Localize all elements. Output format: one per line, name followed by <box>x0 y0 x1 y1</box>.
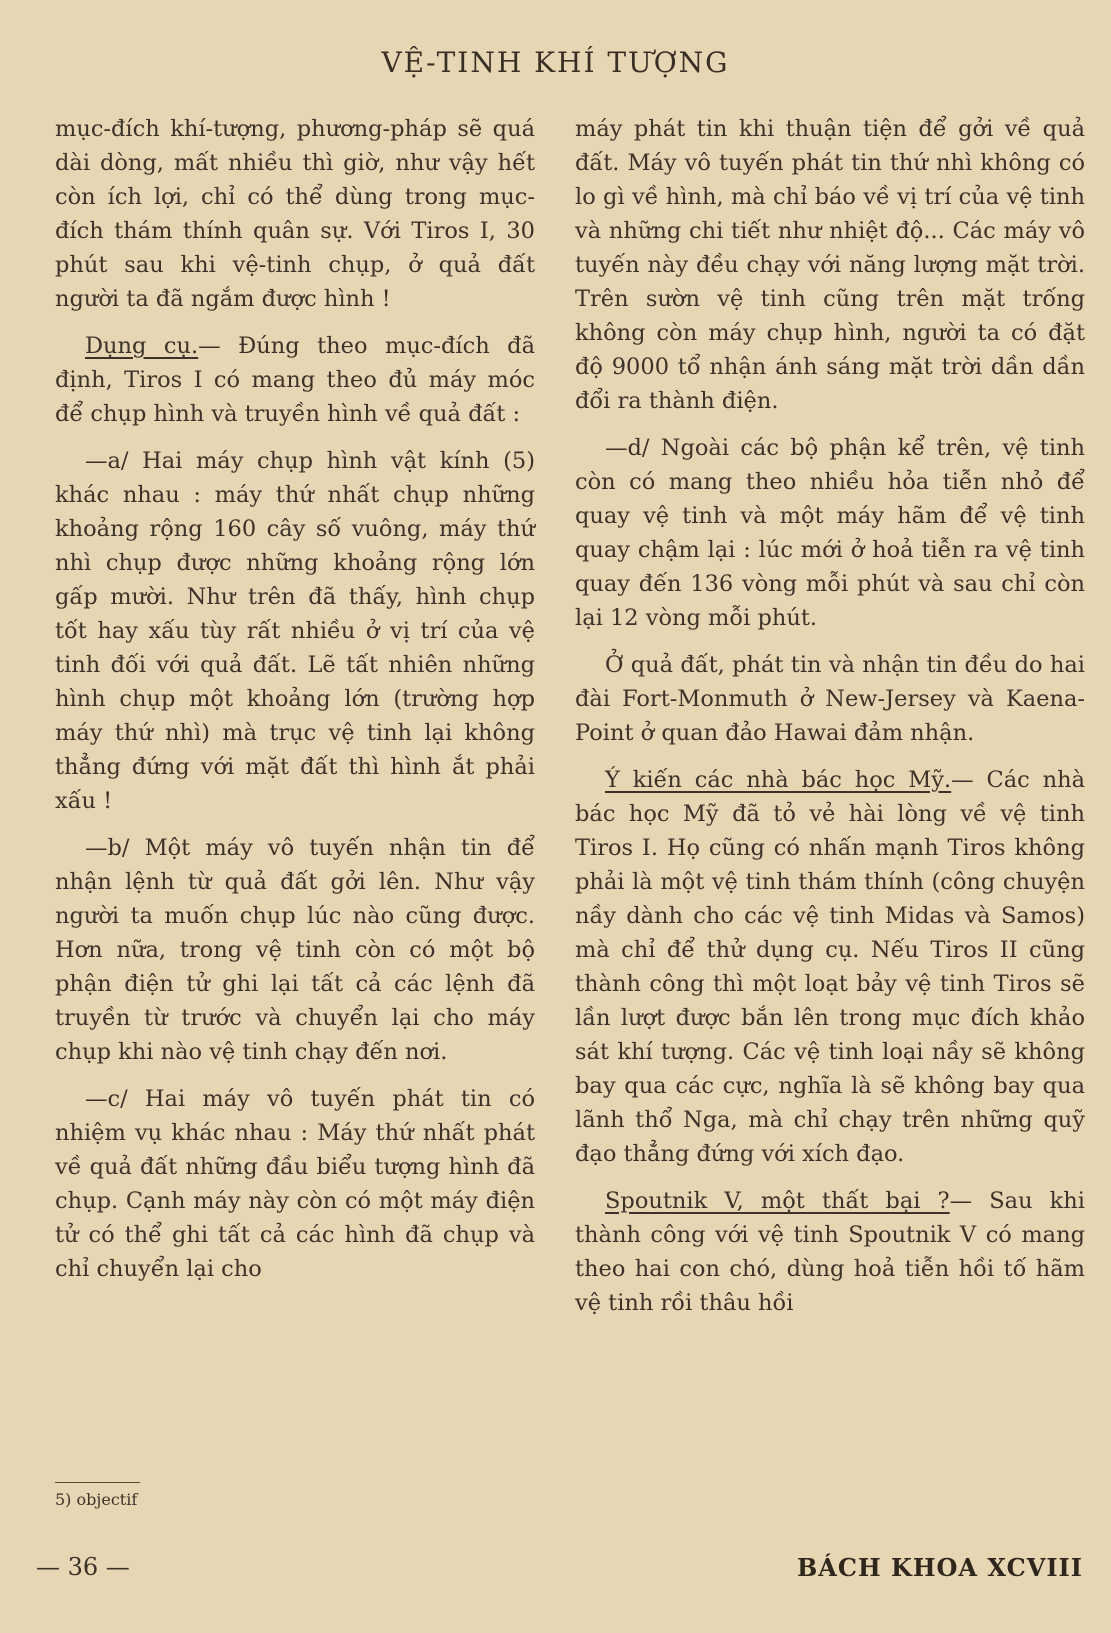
section-heading: Dụng cụ. <box>85 333 199 359</box>
journal-name: BÁCH KHOA XCVIII <box>796 1553 1083 1582</box>
section-heading: Ý kiến các nhà bác học Mỹ. <box>605 767 952 793</box>
paragraph: —c/ Hai máy vô tuyến phát tin có nhiệm vụ khác nhau : Máy thứ nhất phát về quả đất những đầu biểu tượng hình đã chụp. Cạnh máy này còn có một máy điện tử có thể ghi tất cả các hình đã chụp và chỉ chuyển lại cho <box>55 1086 535 1282</box>
paragraph: —b/ Một máy vô tuyến nhận tin để nhận lệnh từ quả đất gởi lên. Như vậy người ta muốn chụp lúc nào cũng được. Hơn nữa, trong vệ tinh còn có một bộ phận điện tử ghi lại tất cả các lệnh đã truyền từ trước và chuyển lại cho máy chụp khi nào vệ tinh chạy đến nơi. <box>55 835 535 1065</box>
footnote: 5) objectif <box>55 1490 138 1509</box>
paragraph: máy phát tin khi thuận tiện để gởi về quả đất. Máy vô tuyến phát tin thứ nhì không có lo gì về hình, mà chỉ báo về vị trí của vệ tinh và những chi tiết như nhiệt độ... Các máy vô tuyến này đều chạy với năng lượng mặt trời. Trên sườn vệ tinh cũng trên mặt trống không còn máy chụp hình, người ta có đặt độ 9000 tổ nhận ánh sáng mặt trời dần dần đổi ra thành điện. <box>575 116 1085 414</box>
paragraph <box>575 1184 1085 1320</box>
paragraph <box>575 763 1085 1171</box>
page-number: — 36 — <box>36 1553 130 1581</box>
paragraph: Ở quả đất, phát tin và nhận tin đều do hai đài Fort-Monmuth ở New-Jersey và Kaena-Point ở quan đảo Hawai đảm nhận. <box>575 652 1085 746</box>
page-title: VỆ-TINH KHÍ TƯỢNG <box>381 46 730 79</box>
paragraph-body: — Sau khi thành công với vệ tinh Spoutnik V có mang theo hai con chó, dùng hoả tiễn hồi tố hãm vệ tinh rồi thâu hồi <box>575 1188 1085 1316</box>
paragraph-body: — Đúng theo mục-đích đã định, Tiros I có mang theo đủ máy móc để chụp hình và truyền hình về quả đất : <box>55 333 535 427</box>
section-heading: Spoutnik V, một thất bại ? <box>605 1188 950 1214</box>
paragraph: —d/ Ngoài các bộ phận kể trên, vệ tinh còn có mang theo nhiều hỏa tiễn nhỏ để quay vệ tinh và một máy hãm để vệ tinh quay chậm lại : lúc mới ở hoả tiễn ra vệ tinh quay đến 136 vòng mỗi phút và sau chỉ còn lại 12 vòng mỗi phút. <box>575 435 1085 631</box>
paragraph-body: — Các nhà bác học Mỹ đã tỏ vẻ hài lòng về vệ tinh Tiros I. Họ cũng có nhấn mạnh Tiros không phải là một vệ tinh thám thính (công chuyện nầy dành cho các vệ tinh Midas và Samos) mà chỉ để thử dụng cụ. Nếu Tiros II cũng thành công thì một loạt bảy vệ tinh Tiros sẽ lần lượt được bắn lên trong mục đích khảo sát khí tượng. Các vệ tinh loại nầy sẽ không bay qua các cực, nghĩa là sẽ không bay qua lãnh thổ Nga, mà chỉ chạy trên những quỹ đạo thẳng đứng với xích đạo. <box>575 767 1086 1167</box>
paragraph <box>55 329 535 431</box>
paragraph: —a/ Hai máy chụp hình vật kính (5) khác nhau : máy thứ nhất chụp những khoảng rộng 160 cây số vuông, máy thứ nhì chụp được những khoảng rộng lớn gấp mười. Như trên đã thấy, hình chụp tốt hay xấu tùy rất nhiều ở vị trí của vệ tinh đối với quả đất. Lẽ tất nhiên những hình chụp một khoảng lớn (trường hợp máy thứ nhì) mà trục vệ tinh lại không thẳng đứng với mặt đất thì hình ắt phải xấu ! <box>55 448 535 814</box>
paragraph: mục-đích khí-tượng, phương-pháp sẽ quá dài dòng, mất nhiều thì giờ, như vậy hết còn ích lợi, chỉ có thể dùng trong mục-đích thám thính quân sự. Với Tiros I, 30 phút sau khi vệ-tinh chụp, ở quả đất người ta đã ngắm được hình ! <box>55 116 535 312</box>
right-column <box>575 112 1085 1333</box>
left-column <box>55 112 535 1299</box>
footnote-divider <box>55 1482 140 1483</box>
